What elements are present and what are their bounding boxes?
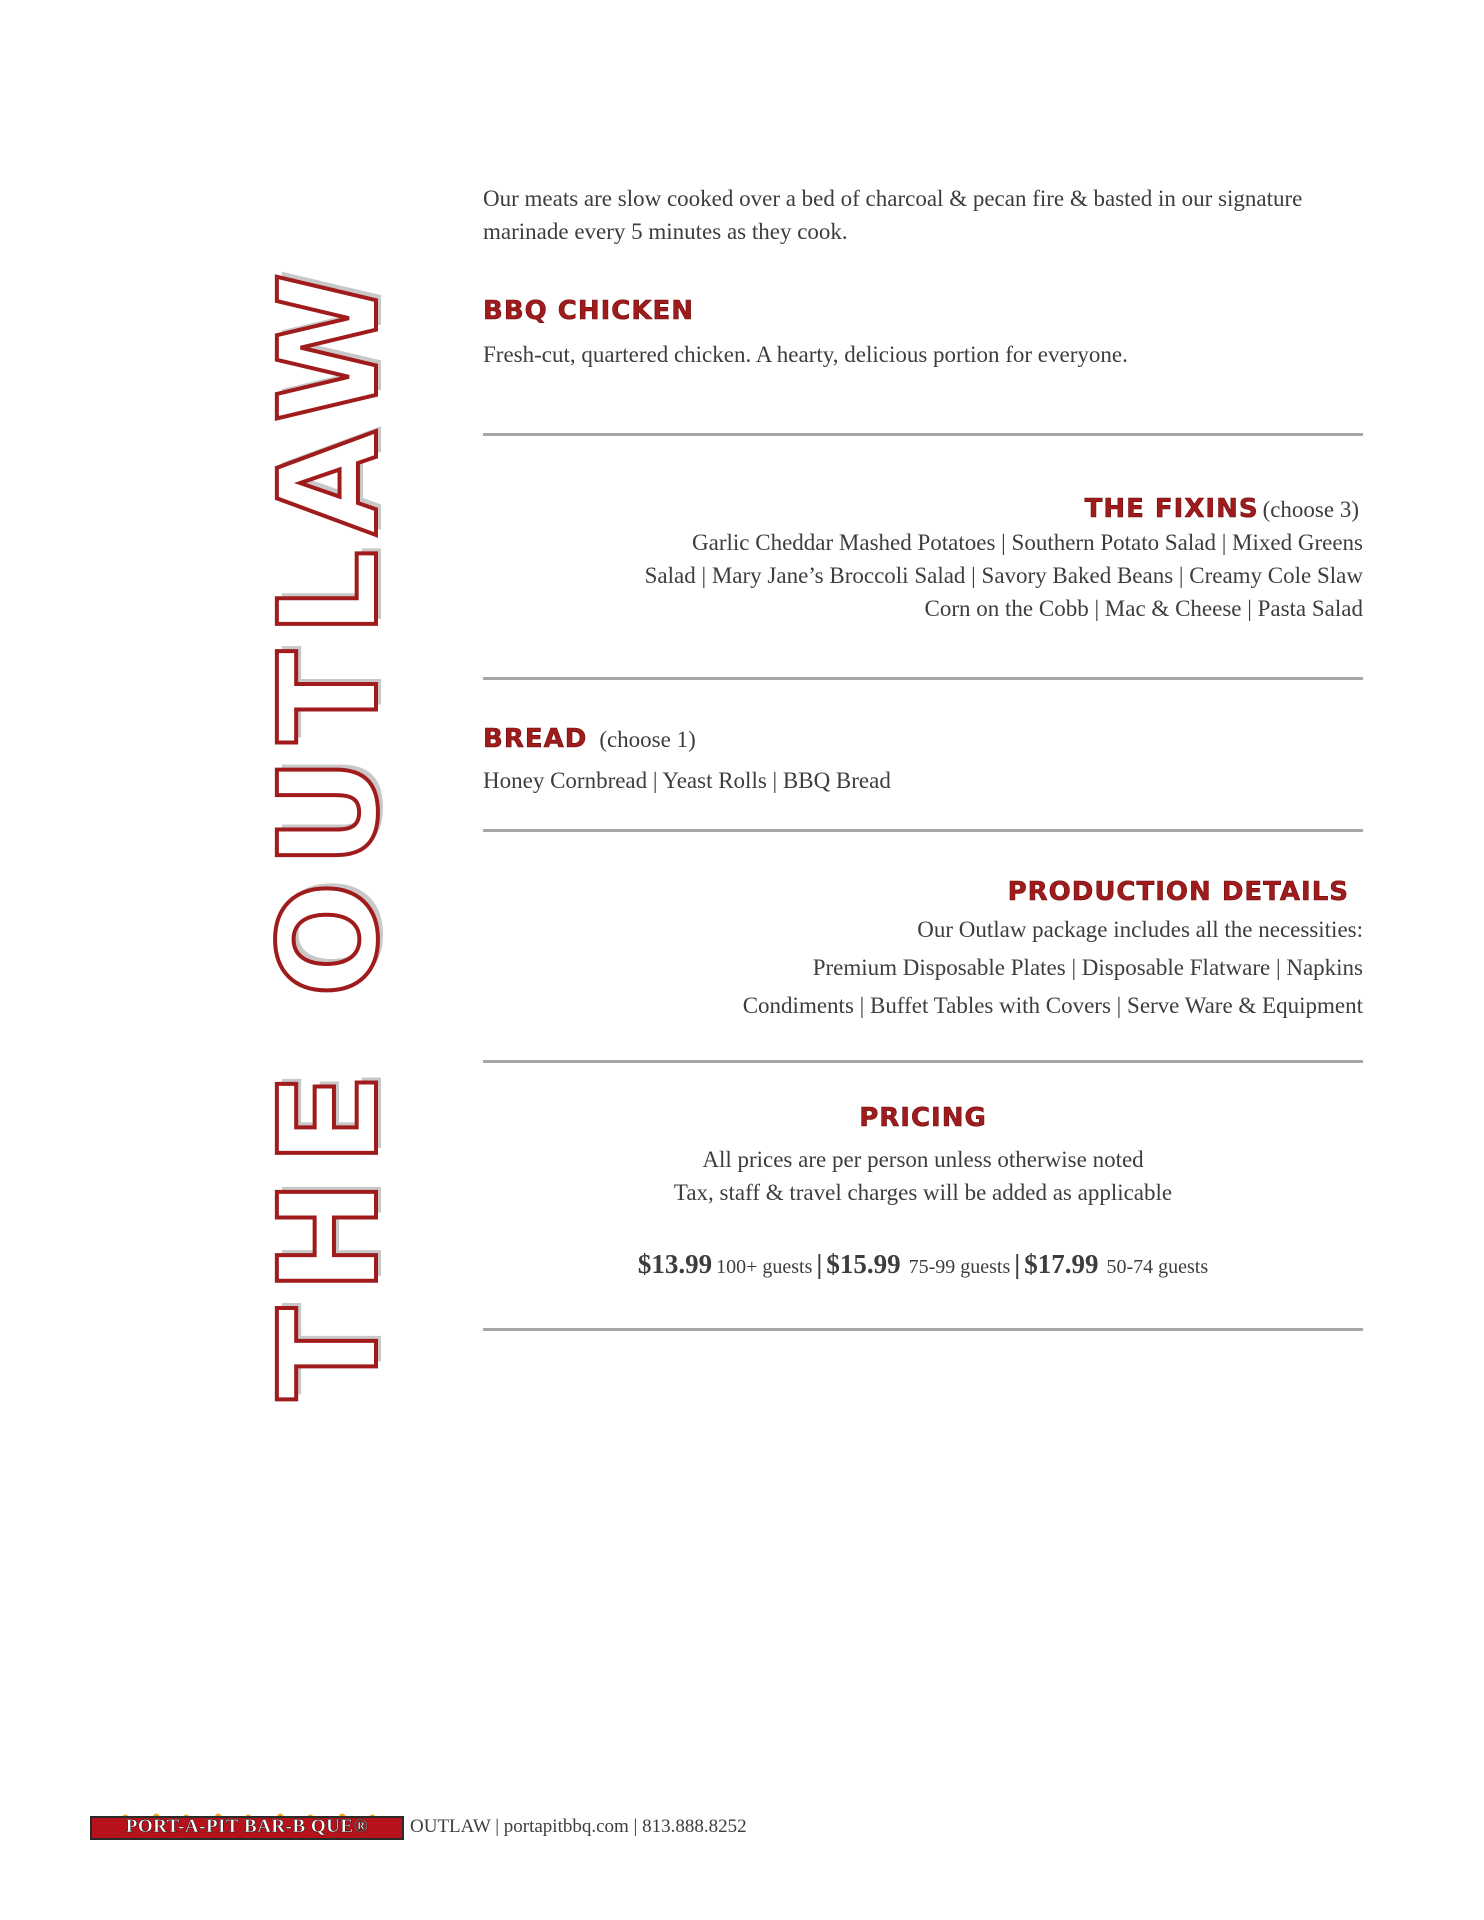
pricing-tiers [483, 1249, 1363, 1280]
divider-2 [483, 677, 1363, 680]
bread-section [483, 724, 1363, 797]
pricing-line-2: Tax, staff & travel charges will be added as applicable [673, 1180, 1173, 1205]
production-line-1: Our Outlaw package includes all the necessities: [917, 917, 1363, 942]
production-line-2: Premium Disposable Plates | Disposable Flatware | Napkins [812, 955, 1363, 980]
divider-1 [483, 433, 1363, 436]
tier-2-guests: 75-99 guests [908, 1256, 1011, 1278]
fixins-heading-row [483, 494, 1359, 524]
fixins-line-1: Garlic Cheddar Mashed Potatoes | Southern Potato Salad | Mixed Greens [692, 530, 1363, 555]
production-line-3: Condiments | Buffet Tables with Covers | Serve Ware & Equipment [742, 993, 1363, 1018]
divider-5 [483, 1328, 1363, 1331]
fixins-section [483, 494, 1363, 625]
fixins-heading: THE FIXINS [1084, 494, 1259, 524]
company-logo [90, 1800, 404, 1844]
fixins-note: (choose 3) [1262, 497, 1359, 522]
chicken-heading: BBQ CHICKEN [483, 296, 695, 326]
intro-section [483, 182, 1363, 248]
production-heading-row [483, 877, 1349, 907]
intro-line-1: Our meats are slow cooked over a bed of charcoal & pecan fire & basted in our signature [483, 186, 1303, 211]
footer [90, 1800, 747, 1844]
divider-4 [483, 1060, 1363, 1063]
bread-heading: BREAD [483, 724, 588, 754]
bread-note: (choose 1) [599, 727, 696, 752]
divider-3 [483, 829, 1363, 832]
production-heading: PRODUCTION DETAILS [1007, 877, 1349, 907]
fixins-line-2: Salad | Mary Jane’s Broccoli Salad | Savory Baked Beans | Creamy Cole Slaw [644, 563, 1363, 588]
tier-separator: | [816, 1249, 823, 1279]
bread-text: Honey Cornbread | Yeast Rolls | BBQ Bread [483, 768, 891, 793]
fixins-line-3: Corn on the Cobb | Mac & Cheese | Pasta Salad [924, 596, 1363, 621]
tier-separator: | [1014, 1249, 1021, 1279]
intro-line-2: marinade every 5 minutes as they cook. [483, 219, 848, 244]
tier-3-guests: 50-74 guests [1106, 1256, 1209, 1278]
chicken-section [483, 296, 1363, 371]
pricing-line-1: All prices are per person unless otherwise noted [702, 1147, 1144, 1172]
logo-text: PORT-A-PIT BAR-B QUE® [125, 1816, 369, 1837]
pricing-heading: PRICING [859, 1103, 987, 1133]
tier-3-price: $17.99 [1024, 1249, 1099, 1279]
bread-heading-row [483, 724, 1363, 754]
tier-1-price: $13.99 [637, 1249, 713, 1279]
tier-2-price: $15.99 [826, 1249, 901, 1279]
footer-contact: OUTLAW | portapitbbq.com | 813.888.8252 [410, 1816, 747, 1837]
tier-1-guests: 100+ guests [716, 1256, 813, 1278]
production-section [483, 877, 1363, 1022]
chicken-text: Fresh-cut, quartered chicken. A hearty, delicious portion for everyone. [483, 342, 1128, 367]
pricing-section [483, 1103, 1363, 1280]
